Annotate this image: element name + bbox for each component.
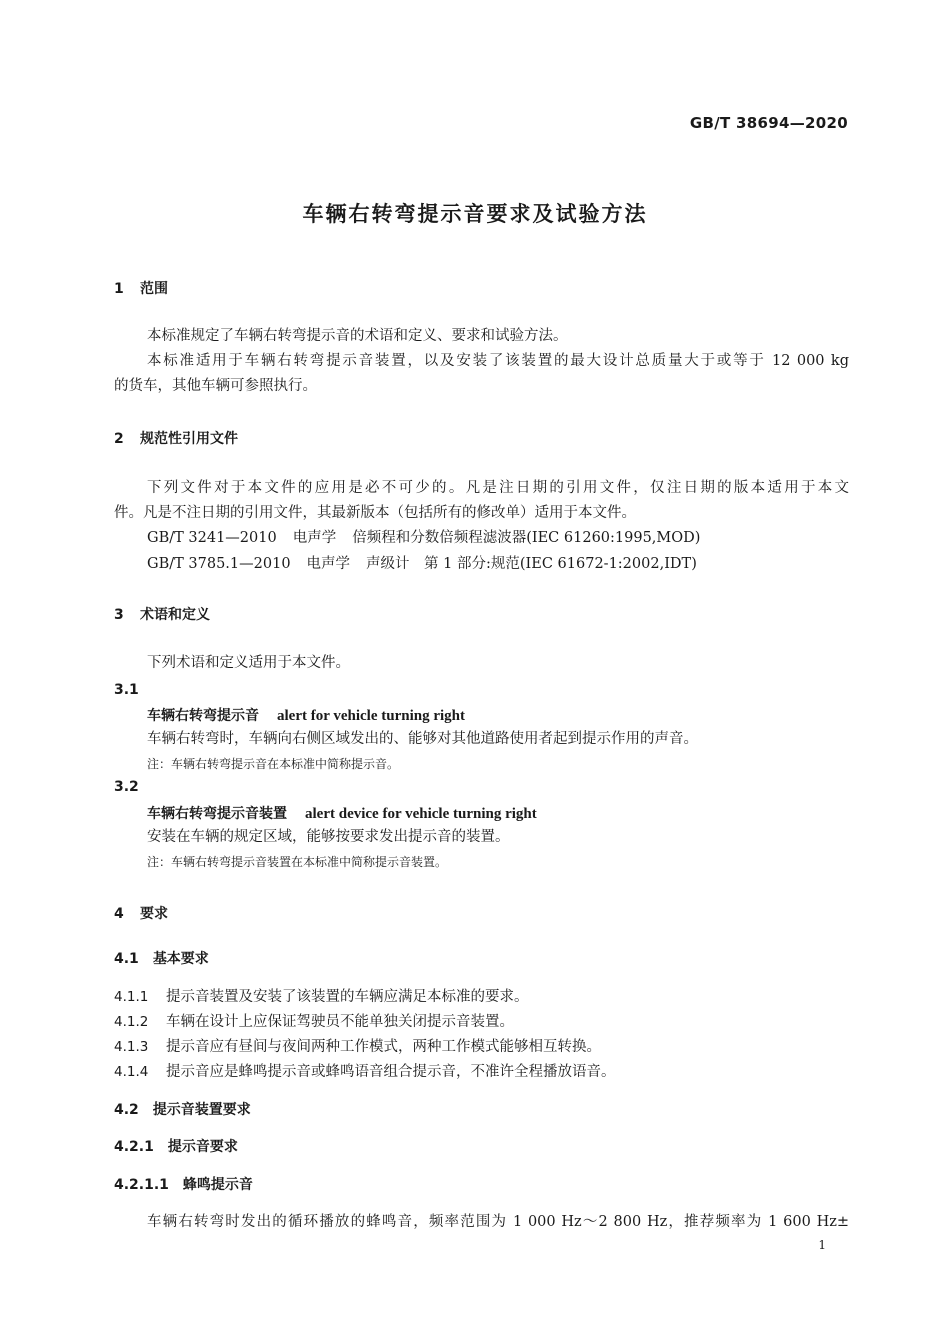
reference-field: 电声学 [292,530,337,546]
page-number: 1 [818,1238,826,1252]
subsection-4-2-1-heading [114,1136,238,1156]
term-note: 注：车辆右转弯提示音在本标准中简称提示音。 [147,757,400,771]
section-title: 要求 [140,906,168,922]
paragraph: 下列文件对于本文件的应用是必不可少的。凡是注日期的引用文件，仅注日期的版本适用于本文 [147,480,849,496]
subsection-number: 4.2.1.1 [114,1177,169,1193]
document-title: 车辆右转弯提示音要求及试验方法 [302,202,648,226]
clause [114,985,529,1006]
clause-text: 车辆在设计上应保证驾驶员不能单独关闭提示音装置。 [166,1014,514,1030]
clause [114,1010,514,1031]
standard-number: GB/T 38694—2020 [689,114,848,132]
section-title: 范围 [140,281,168,297]
subsection-number: 4.2 [114,1102,139,1118]
subsection-title: 蜂鸣提示音 [182,1177,253,1193]
subsection-title: 基本要求 [152,951,209,967]
term-entry [147,803,537,823]
reference-code: GB/T 3785.1—2010 [147,556,291,572]
paragraph: 本标准规定了车辆右转弯提示音的术语和定义、要求和试验方法。 [147,328,568,344]
subsection-4-2-heading [114,1099,251,1119]
paragraph: 的货车，其他车辆可参照执行。 [114,378,317,394]
paragraph: 本标准适用于车辆右转弯提示音装置，以及安装了该装置的最大设计总质量大于或等于 12 000 kg [147,353,849,369]
subsection-4-1-heading [114,948,209,968]
clause [114,1060,616,1081]
clause-number: 4.1.3 [114,1039,149,1055]
reference-field: 电声学 [306,556,351,572]
paragraph: 下列术语和定义适用于本文件。 [147,655,350,671]
subsection-number: 4.1 [114,951,139,967]
section-1-heading [114,278,168,298]
section-3-heading [114,604,210,624]
term-number: 3.1 [114,682,139,698]
term-definition: 车辆右转弯时，车辆向右侧区域发出的、能够对其他道路使用者起到提示作用的声音。 [147,731,698,747]
term-note: 注：车辆右转弯提示音装置在本标准中简称提示音装置。 [147,855,448,869]
reference-code: GB/T 3241—2010 [147,530,277,546]
reference-title: 声级计 第 1 部分:规范(IEC 61672-1:2002,IDT) [366,556,697,572]
section-number: 4 [114,906,124,922]
clause-number: 4.1.2 [114,1014,149,1030]
reference-item [147,552,697,573]
term-definition: 安装在车辆的规定区域，能够按要求发出提示音的装置。 [147,829,510,845]
reference-item [147,526,700,547]
clause-text: 提示音应是蜂鸣提示音或蜂鸣语音组合提示音，不准许全程播放语音。 [166,1064,616,1080]
section-title: 规范性引用文件 [140,431,238,447]
term-zh: 车辆右转弯提示音 [147,708,259,724]
term-zh: 车辆右转弯提示音装置 [147,806,287,822]
section-number: 1 [114,281,124,297]
term-number: 3.2 [114,779,139,795]
term-en: alert device for vehicle turning right [305,806,537,822]
section-2-heading [114,428,238,448]
paragraph: 车辆右转弯时发出的循环播放的蜂鸣音，频率范围为 1 000 Hz～2 800 Hz，推荐频率为 1 600 Hz± [147,1214,849,1230]
clause-number: 4.1.4 [114,1064,149,1080]
paragraph: 件。凡是不注日期的引用文件，其最新版本（包括所有的修改单）适用于本文件。 [114,505,636,521]
subsection-title: 提示音装置要求 [152,1102,251,1118]
section-number: 2 [114,431,124,447]
clause-number: 4.1.1 [114,989,149,1005]
subsection-title: 提示音要求 [167,1139,238,1155]
subsection-number: 4.2.1 [114,1139,154,1155]
subsection-4-2-1-1-heading [114,1174,253,1194]
clause [114,1035,601,1056]
clause-text: 提示音装置及安装了该装置的车辆应满足本标准的要求。 [166,989,529,1005]
term-entry [147,705,465,725]
section-number: 3 [114,607,124,623]
section-4-heading [114,903,168,923]
clause-text: 提示音应有昼间与夜间两种工作模式，两种工作模式能够相互转换。 [166,1039,601,1055]
reference-title: 倍频程和分数倍频程滤波器(IEC 61260:1995,MOD) [352,530,701,546]
term-en: alert for vehicle turning right [277,708,466,724]
section-title: 术语和定义 [140,607,210,623]
